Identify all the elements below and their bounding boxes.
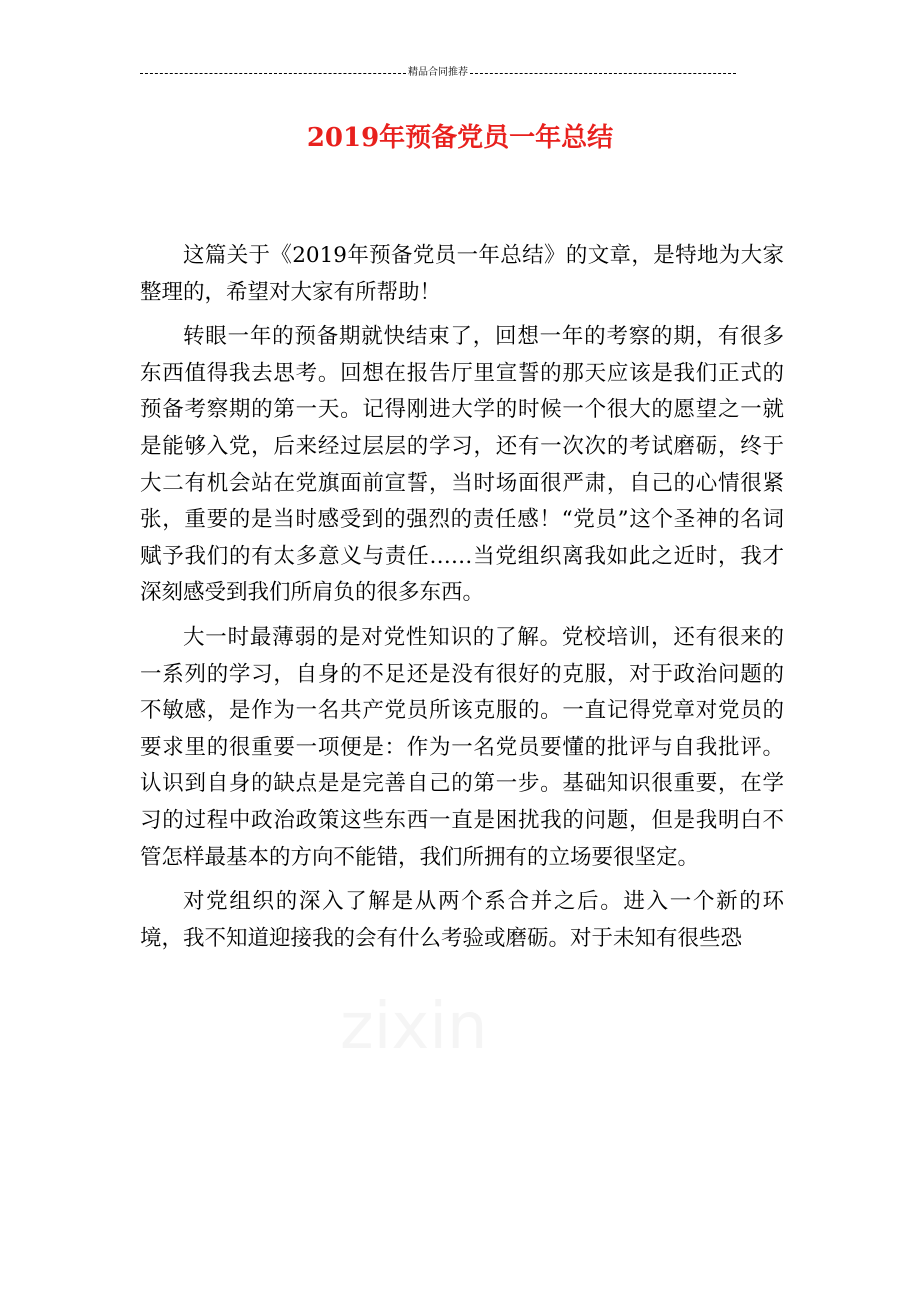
- paragraph-1: 转眼一年的预备期就快结束了，回想一年的考察的期，有很多东西值得我去思考。回想在报告厅里宣誓的那天应该是我们正式的预备考察期的第一天。记得刚进大学的时候一个很大的愿望之一就是能够入党，后来经过层层的学习，还有一次次的考试磨砺，终于大二有机会站在党旗面前宣誓，当时场面很严肃，自己的心情很紧张，重要的是当时感受到的强烈的责任感！“党员”这个圣神的名词赋予我们的有太多意义与责任……当党组织离我如此之近时，我才深刻感受到我们所肩负的很多东西。: [140, 324, 784, 606]
- document-body: [140, 238, 784, 965]
- paragraph-intro: 这篇关于《2019年预备党员一年总结》的文章，是特地为大家整理的，希望对大家有所帮助！: [140, 243, 784, 305]
- header-label: 精品合同推荐: [408, 67, 468, 78]
- header-dash-left: [140, 73, 406, 74]
- watermark: zixin: [340, 990, 488, 1064]
- page-header: [140, 66, 736, 80]
- paragraph-3: 对党组织的深入了解是从两个系合并之后。进入一个新的环境，我不知道迎接我的会有什么考验或磨砺。对于未知有很些恐: [140, 889, 784, 951]
- header-dash-right: [470, 73, 736, 74]
- document-title: 2019年预备党员一年总结: [306, 123, 614, 153]
- paragraph-2: 大一时最薄弱的是对党性知识的了解。党校培训，还有很来的一系列的学习，自身的不足还是没有很好的克服，对于政治问题的不敏感，是作为一名共产党员所该克服的。一直记得党章对党员的要求里的很重要一项便是：作为一名党员要懂的批评与自我批评。认识到自身的缺点是是完善自己的第一步。基础知识很重要，在学习的过程中政治政策这些东西一直是困扰我的问题，但是我明白不管怎样最基本的方向不能错，我们所拥有的立场要很坚定。: [140, 624, 784, 870]
